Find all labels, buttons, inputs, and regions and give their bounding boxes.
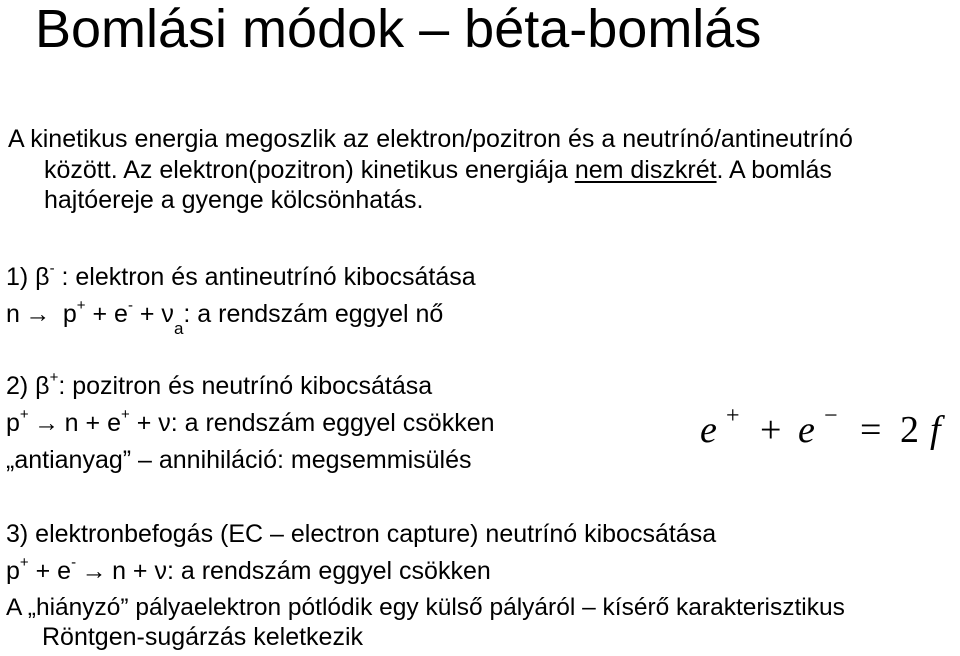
page-title: Bomlási módok – béta-bomlás <box>35 0 762 59</box>
positron-symbol: n + e <box>64 409 121 437</box>
electron-capture-heading: 3) elektronbefogás (EC – electron capture) neutrínó kibocsátása <box>6 520 717 548</box>
neutron-symbol: n <box>6 300 20 328</box>
proton-symbol: p <box>6 409 20 437</box>
formula-electron: e <box>798 409 815 451</box>
formula-f: f <box>930 409 941 451</box>
formula-electron-charge: − <box>824 403 838 429</box>
electron-capture-effect: n + ν: a rendszám eggyel csökken <box>112 557 491 585</box>
proton-charge: + <box>76 296 86 314</box>
beta-minus-heading <box>6 259 476 292</box>
formula-two: 2 <box>900 409 919 451</box>
intro-line-2-end: . A bomlás <box>716 155 832 184</box>
beta-plus-description: : pozitron és neutrínó kibocsátása <box>58 372 433 400</box>
formula-equals: = <box>860 409 882 451</box>
electron-charge: - <box>71 553 77 571</box>
formula-positron: e <box>700 409 717 451</box>
intro-line-2-text: között. Az elektron(pozitron) kinetikus energiája <box>44 155 575 184</box>
antimatter-line: „antianyag” – annihiláció: megsemmisülés <box>6 446 472 474</box>
electron-capture-note-line-2: Röntgen-sugárzás keletkezik <box>42 623 363 651</box>
proton-charge: + <box>19 553 29 571</box>
beta-minus-description: : elektron és antineutrínó kibocsátása <box>54 263 476 291</box>
beta-plus-superscript: + <box>49 368 59 386</box>
intro-line-1: A kinetikus energia megoszlik az elektron/pozitron és a neutrínó/antineutrínó <box>8 125 853 153</box>
beta-minus-superscript: - <box>49 259 55 277</box>
proton-charge: + <box>19 405 29 423</box>
formula-positron-charge: + <box>726 403 740 429</box>
beta-plus-equation <box>6 405 495 438</box>
formula-plus: + <box>760 409 782 451</box>
antineutrino-subscript: a <box>173 319 184 338</box>
beta-plus-effect: + ν: a rendszám eggyel csökken <box>129 409 495 437</box>
intro-underlined-phrase: nem diszkrét <box>574 155 717 184</box>
intro-paragraph <box>8 124 853 216</box>
electron-charge: - <box>127 296 133 314</box>
electron-symbol: + e <box>85 300 128 328</box>
beta-minus-equation <box>6 296 444 338</box>
arrow-icon: → <box>81 557 107 585</box>
beta-minus-effect: : a rendszám eggyel nő <box>183 300 444 328</box>
electron-symbol: + e <box>28 557 72 585</box>
proton-symbol: p <box>6 557 20 585</box>
beta-symbol: 1) β <box>6 263 50 291</box>
intro-line-3: hajtóereje a gyenge kölcsönhatás. <box>44 186 424 214</box>
intro-line-2 <box>8 155 853 186</box>
beta-symbol: 2) β <box>6 372 50 400</box>
proton-symbol: p <box>55 300 77 328</box>
electron-capture-equation <box>6 553 491 586</box>
positron-charge: + <box>120 405 130 423</box>
electron-capture-note-line-1: A „hiányzó” pályaelektron pótlódik egy külső pályáról – kísérő karakterisztikus <box>6 594 845 621</box>
arrow-icon: → <box>25 300 51 328</box>
arrow-icon: → <box>34 409 60 437</box>
beta-plus-heading <box>6 368 433 401</box>
antineutrino-symbol: + ν <box>132 300 174 328</box>
